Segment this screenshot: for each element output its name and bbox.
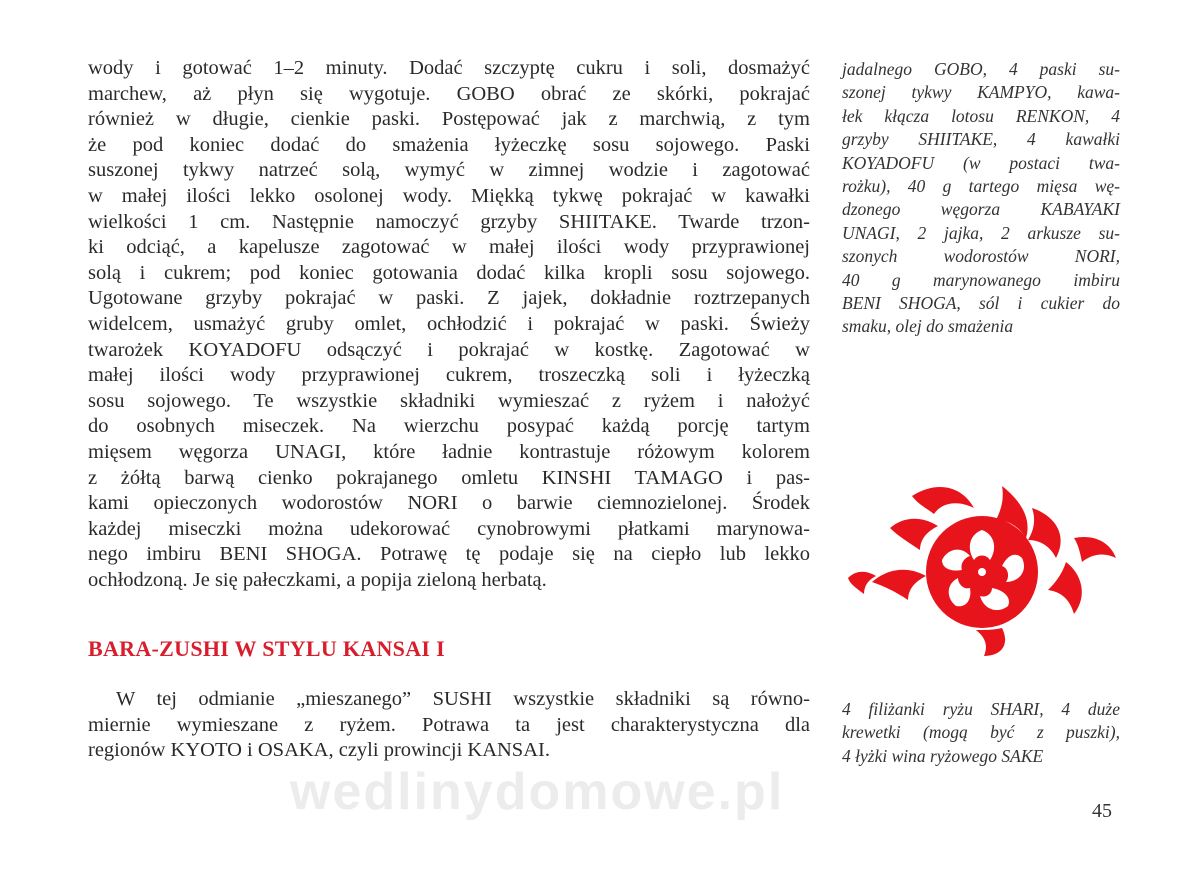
text-line: mięsem węgorza UNAGI, które ładnie kontrastuje różowym kolorem xyxy=(88,440,810,463)
note-line: 40 g marynowanego imbiru xyxy=(842,269,1120,290)
text-line: wody i gotować 1–2 minuty. Dodać szczyptę cukru i soli, dosmażyć xyxy=(88,57,810,79)
ingredients-note-2 xyxy=(842,698,1120,768)
text-line: małej ilości wody przyprawionej cukrem, troszeczką soli i łyżeczką xyxy=(88,364,810,387)
text-line: W tej odmianie „mieszanego” SUSHI wszystkie składniki są równo- xyxy=(116,688,810,710)
text-line: miernie wymieszane z ryżem. Potrawa ta jest charakterystyczna dla xyxy=(88,713,810,736)
main-text-column xyxy=(88,56,810,593)
note-line: UNAGI, 2 jajka, 2 arkusze su- xyxy=(842,222,1120,243)
page-number: 45 xyxy=(1092,800,1112,822)
note-line: KOYADOFU (w postaci twa- xyxy=(842,152,1120,173)
note-line: krewetki (mogą być z puszki), xyxy=(842,722,1120,743)
note-line: szonej tykwy KAMPYO, kawa- xyxy=(842,82,1120,103)
note-line: grzyby SHIITAKE, 4 kawałki xyxy=(842,129,1120,150)
note-line: dzonego węgorza KABAYAKI xyxy=(842,199,1120,220)
text-line: że pod koniec dodać do smażenia łyżeczkę sosu sojowego. Paski xyxy=(88,133,810,156)
text-line: solą i cukrem; pod koniec gotowania dodać kilka kropli sosu sojowego. xyxy=(88,261,810,284)
paragraph xyxy=(88,56,810,593)
text-line: w małej ilości lekko osolonej wody. Miękką tykwę pokrajać w kawałki xyxy=(88,184,810,207)
text-line: do osobnych miseczek. Na wierzchu posypać każdą porcję tartym xyxy=(88,415,810,438)
note-line: BENI SHOGA, sól i cukier do xyxy=(842,293,1120,314)
watermark: wedlinydomowe.pl xyxy=(290,763,785,821)
text-line: widelcem, usmażyć gruby omlet, ochłodzić i pokrajać w paski. Świeży xyxy=(88,312,810,335)
section-heading: BARA-ZUSHI W STYLU KANSAI I xyxy=(88,636,445,661)
text-line: Ugotowane grzyby pokrajać w paski. Z jajek, dokładnie roztrzepanych xyxy=(88,287,810,310)
note-line: łek kłącza lotosu RENKON, 4 xyxy=(842,105,1120,126)
main-text-column-2 xyxy=(88,687,810,764)
text-line: każdej miseczki można udekorować cynobrowymi płatkami marynowa- xyxy=(88,517,810,540)
text-line: również w długie, cienkie paski. Postępować jak z marchwią, z tym xyxy=(88,108,810,131)
text-line: z żółtą barwą cienko pokrajanego omletu KINSHI TAMAGO i pas- xyxy=(88,466,810,489)
paragraph xyxy=(88,687,810,764)
text-line: sosu sojowego. Te wszystkie składniki wymieszać z ryżem i nałożyć xyxy=(88,389,810,412)
text-line: ki odciąć, a kapelusze zagotować w małej ilości wody przyprawionej xyxy=(88,236,810,259)
text-line: kami opieczonych wodorostów NORI o barwie ciemnozielonej. Środek xyxy=(88,492,810,515)
flower-emblem-icon xyxy=(842,478,1120,658)
note-line: smaku, olej do smażenia xyxy=(842,316,1014,337)
note-line: szonych wodorostów NORI, xyxy=(842,246,1120,267)
text-line: ochłodzoną. Je się pałeczkami, a popija zieloną herbatą. xyxy=(88,568,547,591)
text-line: wielkości 1 cm. Następnie namoczyć grzyby SHIITAKE. Twarde trzon- xyxy=(88,210,810,233)
text-line: suszonej tykwy natrzeć solą, wymyć w zimnej wodzie i zagotować xyxy=(88,159,810,182)
ingredients-note xyxy=(842,58,1120,339)
text-line: twarożek KOYADOFU odsączyć i pokrajać w kostkę. Zagotować w xyxy=(88,338,810,361)
note-line: jadalnego GOBO, 4 paski su- xyxy=(842,59,1120,79)
text-line: nego imbiru BENI SHOGA. Potrawę tę podaje się na ciepło lub lekko xyxy=(88,543,810,566)
note-line: rożku), 40 g tartego mięsa wę- xyxy=(842,176,1120,197)
note-line: 4 filiżanki ryżu SHARI, 4 duże xyxy=(842,699,1120,719)
text-line: marchew, aż płyn się wygotuje. GOBO obrać ze skórki, pokrajać xyxy=(88,82,810,105)
text-line: regionów KYOTO i OSAKA, czyli prowincji KANSAI. xyxy=(88,739,550,762)
note-line: 4 łyżki wina ryżowego SAKE xyxy=(842,745,1044,766)
